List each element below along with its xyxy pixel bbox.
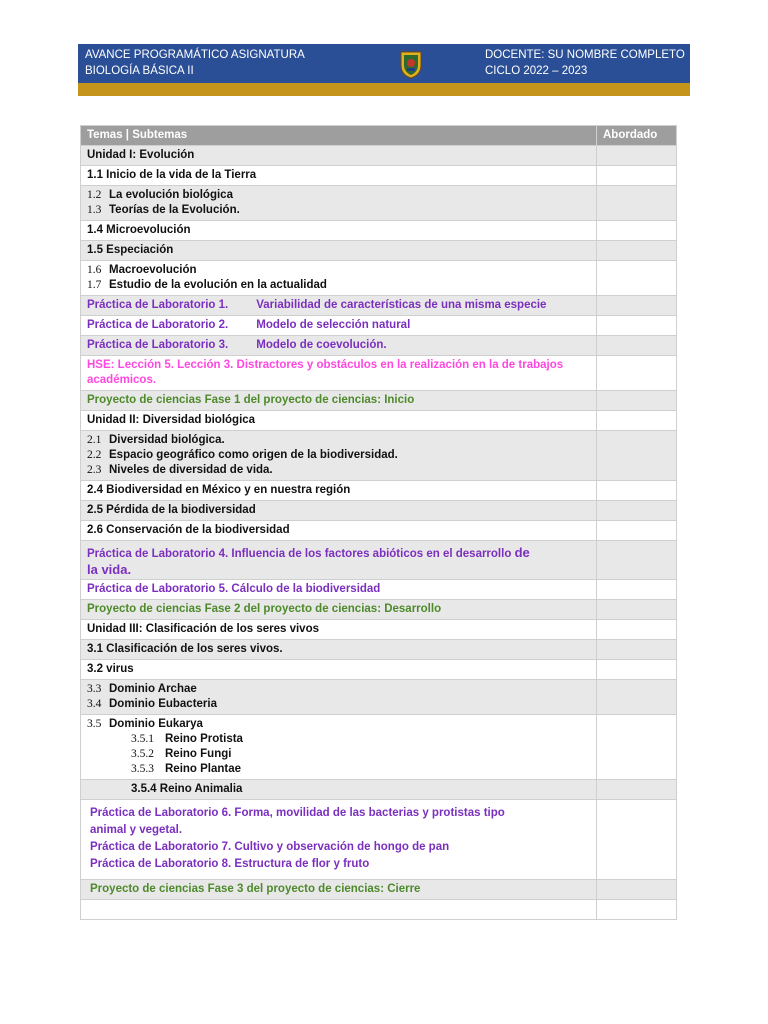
table-row xyxy=(81,780,677,800)
done-cell[interactable] xyxy=(597,680,677,715)
done-cell[interactable] xyxy=(597,356,677,391)
done-cell[interactable] xyxy=(597,800,677,880)
done-cell[interactable] xyxy=(597,186,677,221)
topic-number: 3.5.2 xyxy=(131,748,154,760)
topic-cell: 2.5 Pérdida de la biodiversidad xyxy=(81,501,597,521)
lab-practice-topic: Modelo de coevolución. xyxy=(256,339,387,351)
table-header-row xyxy=(81,126,677,146)
done-cell[interactable] xyxy=(597,146,677,166)
table-row xyxy=(81,660,677,680)
done-cell[interactable] xyxy=(597,166,677,186)
table-row xyxy=(81,620,677,640)
done-cell[interactable] xyxy=(597,391,677,411)
header-title-line2: BIOLOGÍA BÁSICA II xyxy=(85,65,194,77)
topic-number: 2.1 xyxy=(87,434,102,446)
empty-cell xyxy=(81,900,597,920)
lab-practice-cell xyxy=(81,296,597,316)
done-cell[interactable] xyxy=(597,900,677,920)
header-right xyxy=(485,47,685,79)
table-row xyxy=(81,241,677,261)
topic-number: 3.5.3 xyxy=(131,763,154,775)
topic-number: 3.5 xyxy=(87,718,102,730)
column-header-topics: Temas | Subtemas xyxy=(81,126,597,146)
topic-label: Reino Fungi xyxy=(165,748,232,760)
unit-heading: Unidad III: Clasificación de los seres vivos xyxy=(81,620,597,640)
topic-number: 1.6 xyxy=(87,264,102,276)
done-cell[interactable] xyxy=(597,600,677,620)
table-row xyxy=(81,541,677,580)
done-cell[interactable] xyxy=(597,336,677,356)
table-row xyxy=(81,146,677,166)
done-cell[interactable] xyxy=(597,640,677,660)
table-row xyxy=(81,391,677,411)
topic-cell: 1.1 Inicio de la vida de la Tierra xyxy=(81,166,597,186)
table-row xyxy=(81,186,677,221)
table-row xyxy=(81,336,677,356)
header-cycle: CICLO 2022 – 2023 xyxy=(485,65,588,77)
science-project-cell: Proyecto de ciencias Fase 2 del proyecto de ciencias: Desarrollo xyxy=(81,600,597,620)
topic-number: 2.2 xyxy=(87,449,102,461)
done-cell[interactable] xyxy=(597,296,677,316)
topic-cell: 1.5 Especiación xyxy=(81,241,597,261)
table-row xyxy=(81,900,677,920)
unit-heading: Unidad II: Diversidad biológica xyxy=(81,411,597,431)
topic-number: 1.7 xyxy=(87,279,102,291)
table-row xyxy=(81,580,677,600)
table-row xyxy=(81,800,677,880)
table-row xyxy=(81,221,677,241)
table-row xyxy=(81,316,677,336)
table-row xyxy=(81,640,677,660)
header-left xyxy=(85,47,305,79)
table-row xyxy=(81,600,677,620)
done-cell[interactable] xyxy=(597,521,677,541)
lab-practice-cell xyxy=(81,800,597,880)
topic-label: Espacio geográfico como origen de la biodiversidad. xyxy=(109,449,398,461)
lab-practice-text: Práctica de Laboratorio 6. Forma, movilidad de las bacterias y protistas tipo xyxy=(90,807,505,819)
lab-practice-text-large: de xyxy=(514,545,530,560)
done-cell[interactable] xyxy=(597,241,677,261)
table-row xyxy=(81,166,677,186)
topic-number: 1.3 xyxy=(87,204,102,216)
topic-number: 3.5.1 xyxy=(131,733,154,745)
lab-practice-cell xyxy=(81,336,597,356)
done-cell[interactable] xyxy=(597,620,677,640)
unit-heading: Unidad I: Evolución xyxy=(81,146,597,166)
science-project-cell: Proyecto de ciencias Fase 3 del proyecto de ciencias: Cierre xyxy=(81,880,597,900)
table-row xyxy=(81,431,677,481)
table-row xyxy=(81,411,677,431)
topic-number: 3.4 xyxy=(87,698,102,710)
topic-number: 3.3 xyxy=(87,683,102,695)
table-row xyxy=(81,356,677,391)
topic-label: Diversidad biológica. xyxy=(109,434,225,446)
lab-practice-cell: Práctica de Laboratorio 5. Cálculo de la biodiversidad xyxy=(81,580,597,600)
done-cell[interactable] xyxy=(597,316,677,336)
topic-label: Dominio Archae xyxy=(109,683,197,695)
table-row xyxy=(81,296,677,316)
lab-practice-topic: Variabilidad de características de una misma especie xyxy=(256,299,547,311)
topic-label: Teorías de la Evolución. xyxy=(109,204,240,216)
lab-practice-title: Práctica de Laboratorio 1. xyxy=(87,299,229,311)
lab-practice-topic: Modelo de selección natural xyxy=(256,319,411,331)
topic-label: 3.5.4 Reino Animalia xyxy=(131,783,243,795)
done-cell[interactable] xyxy=(597,431,677,481)
done-cell[interactable] xyxy=(597,221,677,241)
table-row xyxy=(81,261,677,296)
topic-cell: 2.6 Conservación de la biodiversidad xyxy=(81,521,597,541)
topic-label: Niveles de diversidad de vida. xyxy=(109,464,273,476)
topic-number: 1.2 xyxy=(87,189,102,201)
lab-practice-title: Práctica de Laboratorio 2. xyxy=(87,319,229,331)
topic-label: La evolución biológica xyxy=(109,189,233,201)
done-cell[interactable] xyxy=(597,780,677,800)
done-cell[interactable] xyxy=(597,481,677,501)
done-cell[interactable] xyxy=(597,541,677,580)
lab-practice-cell xyxy=(81,541,597,580)
topic-label: Estudio de la evolución en la actualidad xyxy=(109,279,327,291)
table-row xyxy=(81,715,677,780)
column-header-done: Abordado xyxy=(597,126,677,146)
topic-cell: 3.2 virus xyxy=(81,660,597,680)
topic-cell xyxy=(81,186,597,221)
school-crest-icon xyxy=(399,49,423,79)
lab-practice-text-large: la vida. xyxy=(87,562,132,577)
lab-practice-text: animal y vegetal. xyxy=(90,824,183,836)
done-cell[interactable] xyxy=(597,880,677,900)
topic-cell: 2.4 Biodiversidad en México y en nuestra región xyxy=(81,481,597,501)
topic-cell: 3.1 Clasificación de los seres vivos. xyxy=(81,640,597,660)
done-cell[interactable] xyxy=(597,411,677,431)
table-row xyxy=(81,680,677,715)
done-cell[interactable] xyxy=(597,580,677,600)
topic-cell xyxy=(81,680,597,715)
topic-cell xyxy=(81,715,597,780)
done-cell[interactable] xyxy=(597,261,677,296)
done-cell[interactable] xyxy=(597,660,677,680)
topic-label: Reino Protista xyxy=(165,733,243,745)
header-title-line1: AVANCE PROGRAMÁTICO ASIGNATURA xyxy=(85,49,305,61)
table-row xyxy=(81,521,677,541)
done-cell[interactable] xyxy=(597,501,677,521)
lab-practice-title: Práctica de Laboratorio 3. xyxy=(87,339,229,351)
table-row xyxy=(81,501,677,521)
topic-cell xyxy=(81,780,597,800)
done-cell[interactable] xyxy=(597,715,677,780)
topic-label: Reino Plantae xyxy=(165,763,242,775)
header-teacher: DOCENTE: SU NOMBRE COMPLETO xyxy=(485,49,685,61)
topics-table xyxy=(80,125,677,920)
lab-practice-cell xyxy=(81,316,597,336)
document-header xyxy=(78,44,690,83)
table-row xyxy=(81,880,677,900)
topic-label: Dominio Eukarya xyxy=(109,718,203,730)
lab-practice-text: Práctica de Laboratorio 4. Influencia de los factores abióticos en el desarrollo xyxy=(87,548,512,560)
topic-cell xyxy=(81,261,597,296)
hse-lesson-cell: HSE: Lección 5. Lección 3. Distractores y obstáculos en la realización en la de trabajos académicos. xyxy=(81,356,597,391)
lab-practice-text: Práctica de Laboratorio 8. Estructura de flor y fruto xyxy=(90,858,370,870)
lab-practice-text: Práctica de Laboratorio 7. Cultivo y observación de hongo de pan xyxy=(90,841,450,853)
topic-label: Dominio Eubacteria xyxy=(109,698,217,710)
topic-cell: 1.4 Microevolución xyxy=(81,221,597,241)
topic-cell xyxy=(81,431,597,481)
topic-number: 2.3 xyxy=(87,464,102,476)
science-project-cell: Proyecto de ciencias Fase 1 del proyecto de ciencias: Inicio xyxy=(81,391,597,411)
topic-label: Macroevolución xyxy=(109,264,197,276)
header-accent-bar xyxy=(78,83,690,96)
table-row xyxy=(81,481,677,501)
